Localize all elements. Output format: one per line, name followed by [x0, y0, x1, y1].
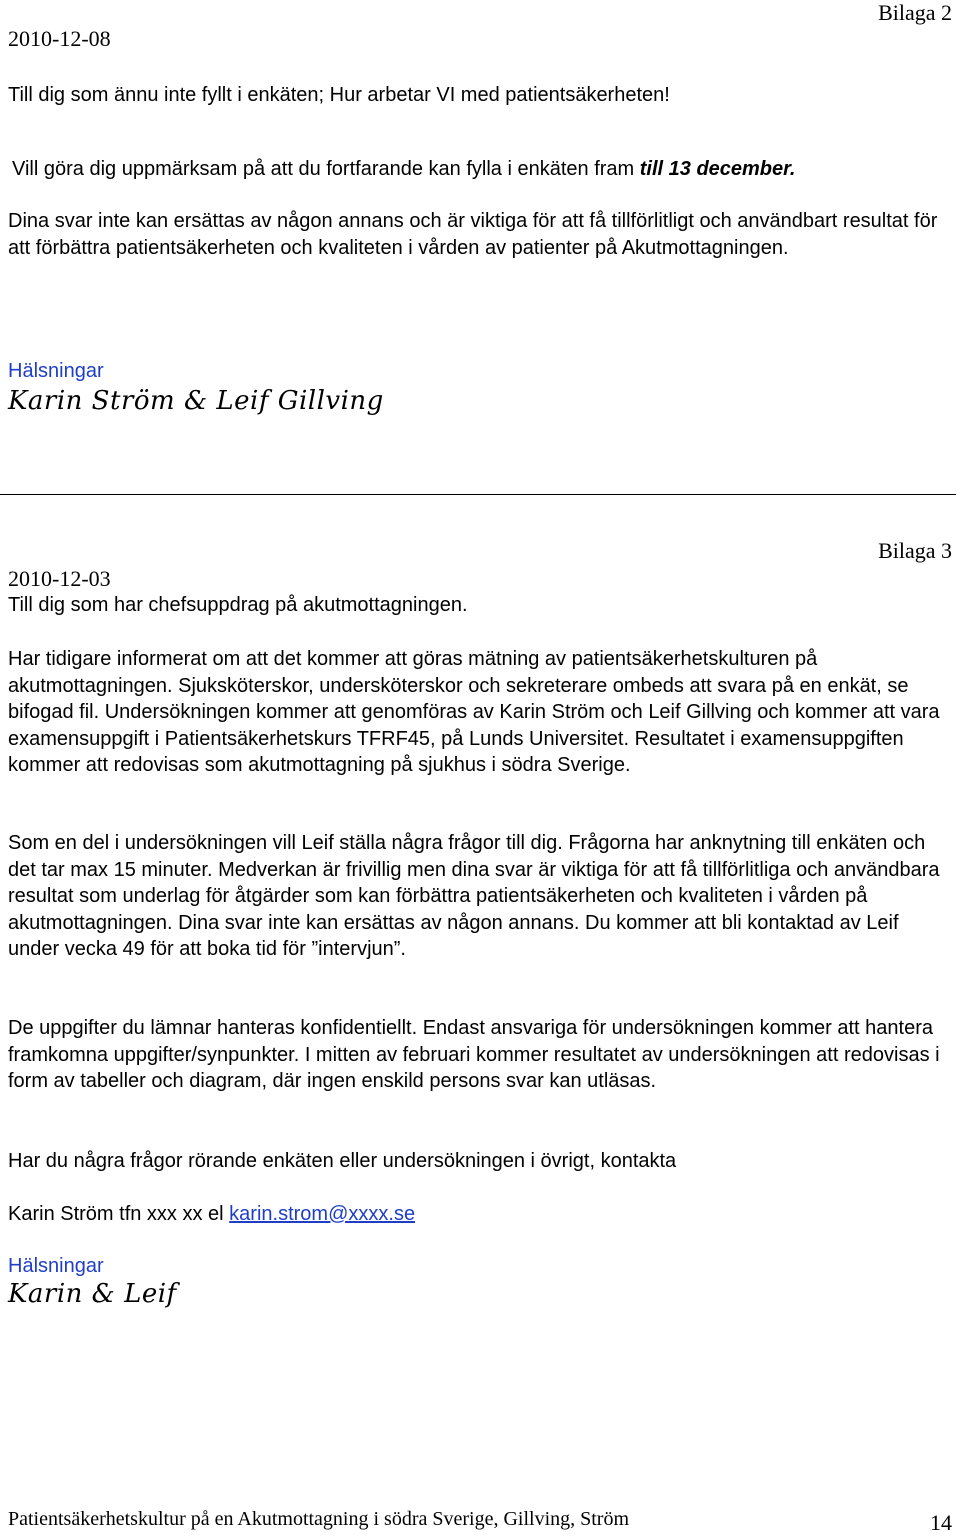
letter1-greeting: Hälsningar — [8, 360, 104, 382]
letter1-reminder — [12, 156, 952, 183]
letter2-heading: Till dig som har chefsuppdrag på akutmottagningen. — [8, 594, 468, 616]
letter2-contact-text: Karin Ström tfn xxx xx el — [8, 1203, 230, 1225]
section-divider — [0, 494, 956, 495]
letter2-paragraph-2: Som en del i undersökningen vill Leif ställa några frågor till dig. Frågorna har anknytning till enkäten och det tar max 15 minuter. Medverkan är frivillig men dina svar är viktiga för att få tillförlitliga och användbara resultat som underlag för åtgärder som kan förbättra patientsäkerheten och kvaliteten i vården på akutmottagningen. Dina svar inte kan ersättas av någon annans. Du kommer att bli kontaktad av Leif under vecka 49 för att boka tid för ”intervjun”. — [8, 832, 940, 960]
letter1-signature: Karin Ström & Leif Gillving — [8, 386, 384, 416]
letter2-contact-line — [8, 1201, 953, 1228]
letter1-reminder-text: Vill göra dig uppmärksam på att du fortfarande kan fylla i enkäten fram — [12, 158, 640, 180]
page-number: 14 — [930, 1510, 952, 1535]
letter1-attachment-label: Bilaga 2 — [878, 0, 952, 25]
letter1-paragraph: Dina svar inte kan ersättas av någon annans och är viktiga för att få tillförlitligt och användbart resultat för att förbättra patientsäkerheten och kvaliteten i vården av patienter på Akutmottagningen. — [8, 210, 938, 259]
letter2-paragraph-4: Har du några frågor rörande enkäten eller undersökningen i övrigt, kontakta — [8, 1150, 677, 1172]
letter2-signature: Karin & Leif — [8, 1279, 177, 1309]
letter1-heading: Till dig som ännu inte fyllt i enkäten; Hur arbetar VI med patientsäkerheten! — [8, 84, 670, 106]
letter1-date: 2010-12-08 — [8, 26, 111, 51]
contact-email-link[interactable]: karin.strom@xxxx.se — [229, 1203, 416, 1225]
page-footer-text: Patientsäkerhetskultur på en Akutmottagning i södra Sverige, Gillving, Ström — [8, 1508, 630, 1530]
letter2-paragraph-3: De uppgifter du lämnar hanteras konfidentiellt. Endast ansvariga för undersökningen kommer att hantera framkomna uppgifter/synpunkter. I mitten av februari kommer resultatet av undersökningen att redovisas i form av tabeller och diagram, där ingen enskild persons svar kan utläsas. — [8, 1017, 940, 1092]
letter2-date: 2010-12-03 — [8, 566, 111, 591]
letter2-paragraph-1: Har tidigare informerat om att det kommer att göras mätning av patientsäkerhetskulturen på akutmottagningen. Sjuksköterskor, undersköterskor och sekreterare ombeds att svara på en enkät, se bifogad fil. Undersökningen kommer att genomföras av Karin Ström och Leif Gillving och kommer att vara examensuppgift i Patientsäkerhetskurs TFRF45, på Lunds Universitet. Resultatet i examensuppgiften kommer att redovisas som akutmottagning på sjukhus i södra Sverige. — [8, 648, 940, 776]
letter2-greeting: Hälsningar — [8, 1255, 104, 1277]
letter1-reminder-deadline: till 13 december. — [639, 158, 796, 180]
letter2-attachment-label: Bilaga 3 — [878, 538, 952, 563]
